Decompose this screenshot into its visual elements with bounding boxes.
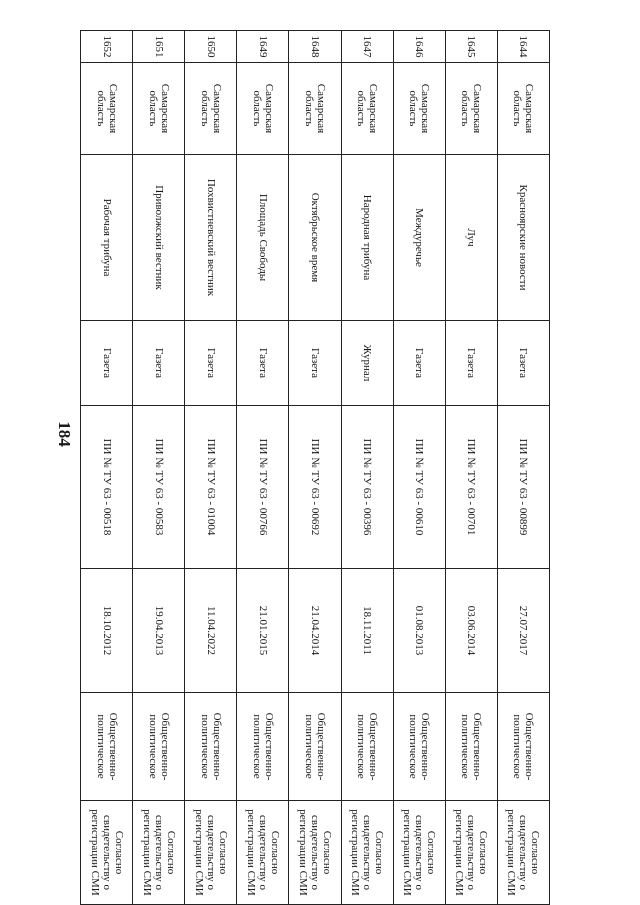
registration-number-cell: ПИ № ТУ 63 - 00583 [133, 406, 185, 569]
media-type-cell: Газета [393, 321, 445, 406]
region-cell: Самарская область [497, 63, 549, 155]
specialization-cell: Общественно-политическое [341, 693, 393, 801]
media-type-cell: Газета [289, 321, 341, 406]
basis-cell: Согласно свидетельству о регистрации СМИ [497, 801, 549, 905]
basis-cell: Согласно свидетельству о регистрации СМИ [133, 801, 185, 905]
media-title-cell: Луч [445, 155, 497, 321]
specialization-cell: Общественно-политическое [445, 693, 497, 801]
region-cell: Самарская область [185, 63, 237, 155]
media-title-cell: Октябрьское время [289, 155, 341, 321]
registration-date-cell: 21.01.2015 [237, 569, 289, 693]
registration-number-cell: ПИ № ТУ 63 - 00899 [497, 406, 549, 569]
registration-date-cell: 21.04.2014 [289, 569, 341, 693]
row-number: 1651 [133, 31, 185, 63]
specialization-cell: Общественно-политическое [289, 693, 341, 801]
region-cell: Самарская область [341, 63, 393, 155]
table-row [497, 31, 549, 905]
specialization-cell: Общественно-политическое [393, 693, 445, 801]
media-type-cell: Газета [497, 321, 549, 406]
table-row [445, 31, 497, 905]
registration-number-cell: ПИ № ТУ 63 - 00396 [341, 406, 393, 569]
basis-cell: Согласно свидетельству о регистрации СМИ [289, 801, 341, 905]
media-type-cell: Газета [445, 321, 497, 406]
registration-number-cell: ПИ № ТУ 63 - 00692 [289, 406, 341, 569]
rotated-table-wrapper [80, 30, 550, 904]
basis-cell: Согласно свидетельству о регистрации СМИ [237, 801, 289, 905]
row-number: 1649 [237, 31, 289, 63]
region-cell: Самарская область [81, 63, 133, 155]
registration-number-cell: ПИ № ТУ 63 - 00610 [393, 406, 445, 569]
specialization-cell: Общественно-политическое [237, 693, 289, 801]
registration-date-cell: 03.06.2014 [445, 569, 497, 693]
media-title-cell: Похвистневский вестник [185, 155, 237, 321]
registration-date-cell: 18.10.2012 [81, 569, 133, 693]
table-row [185, 31, 237, 905]
region-cell: Самарская область [289, 63, 341, 155]
region-cell: Самарская область [237, 63, 289, 155]
registration-number-cell: ПИ № ТУ 63 - 00518 [81, 406, 133, 569]
media-title-cell: Площадь Свободы [237, 155, 289, 321]
specialization-cell: Общественно-политическое [497, 693, 549, 801]
table-row [81, 31, 133, 905]
media-type-cell: Газета [133, 321, 185, 406]
row-number: 1647 [341, 31, 393, 63]
registration-date-cell: 11.04.2022 [185, 569, 237, 693]
row-number: 1648 [289, 31, 341, 63]
row-number: 1646 [393, 31, 445, 63]
media-title-cell: Рабочая трибуна [81, 155, 133, 321]
media-type-cell: Газета [237, 321, 289, 406]
media-type-cell: Газета [81, 321, 133, 406]
media-registry-table [80, 30, 550, 905]
media-title-cell: Народная трибуна [341, 155, 393, 321]
specialization-cell: Общественно-политическое [185, 693, 237, 801]
region-cell: Самарская область [393, 63, 445, 155]
basis-cell: Согласно свидетельству о регистрации СМИ [81, 801, 133, 905]
basis-cell: Согласно свидетельству о регистрации СМИ [185, 801, 237, 905]
media-title-cell: Красноярские новости [497, 155, 549, 321]
table-row [289, 31, 341, 905]
registration-number-cell: ПИ № ТУ 63 - 01004 [185, 406, 237, 569]
table-row [237, 31, 289, 905]
registration-date-cell: 18.11.2011 [341, 569, 393, 693]
registration-date-cell: 27.07.2017 [497, 569, 549, 693]
media-title-cell: Приволжский вестник [133, 155, 185, 321]
row-number: 1645 [445, 31, 497, 63]
registration-number-cell: ПИ № ТУ 63 - 00701 [445, 406, 497, 569]
specialization-cell: Общественно-политическое [81, 693, 133, 801]
registration-date-cell: 01.08.2013 [393, 569, 445, 693]
media-type-cell: Газета [185, 321, 237, 406]
region-cell: Самарская область [133, 63, 185, 155]
region-cell: Самарская область [445, 63, 497, 155]
table-row [341, 31, 393, 905]
media-title-cell: Междуречье [393, 155, 445, 321]
basis-cell: Согласно свидетельству о регистрации СМИ [445, 801, 497, 905]
row-number: 1644 [497, 31, 549, 63]
basis-cell: Согласно свидетельству о регистрации СМИ [393, 801, 445, 905]
basis-cell: Согласно свидетельству о регистрации СМИ [341, 801, 393, 905]
row-number: 1652 [81, 31, 133, 63]
table-row [393, 31, 445, 905]
registration-date-cell: 19.04.2013 [133, 569, 185, 693]
table-body [81, 31, 550, 905]
media-type-cell: Журнал [341, 321, 393, 406]
table-row [133, 31, 185, 905]
row-number: 1650 [185, 31, 237, 63]
specialization-cell: Общественно-политическое [133, 693, 185, 801]
registration-number-cell: ПИ № ТУ 63 - 00766 [237, 406, 289, 569]
page-number: 184 [55, 421, 74, 447]
